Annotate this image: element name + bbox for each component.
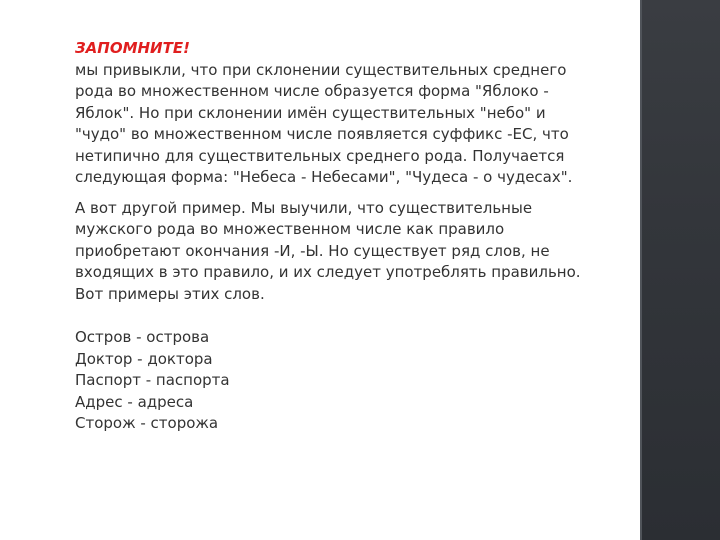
paragraph-neuter-nouns: мы привыкли, что при склонении существительных среднего рода во множественном числе образуется форма "Яблоко - Яблок". Но при склонении имён существительных "небо" и "чудо" во множественном числе появляется суффикс -ЕС, что нетипично для существительных среднего рода. Получается следующая форма: "Небеса - Небесами", "Чудеса - о чудесах". xyxy=(75,60,573,186)
decorative-sidebar xyxy=(640,0,720,540)
paragraph-masculine-nouns: А вот другой пример. Мы выучили, что существительные мужского рода во множественном числе как правило приобретают окончания -И, -Ы. Но существует ряд слов, не входящих в это правило, и их следует употреблять правильно. Вот примеры этих слов. xyxy=(75,198,581,303)
example-item: Адрес - адреса xyxy=(75,392,194,411)
example-item: Паспорт - паспорта xyxy=(75,371,230,389)
example-item: Сторож - сторожа xyxy=(75,414,219,432)
example-item: Остров - острова xyxy=(75,328,210,346)
sidebar-divider xyxy=(640,0,642,540)
heading-remember: ЗАПОМНИТЕ! xyxy=(75,39,190,57)
example-item: Доктор - доктора xyxy=(75,349,213,368)
examples-list xyxy=(75,327,595,435)
slide-content xyxy=(75,38,595,435)
